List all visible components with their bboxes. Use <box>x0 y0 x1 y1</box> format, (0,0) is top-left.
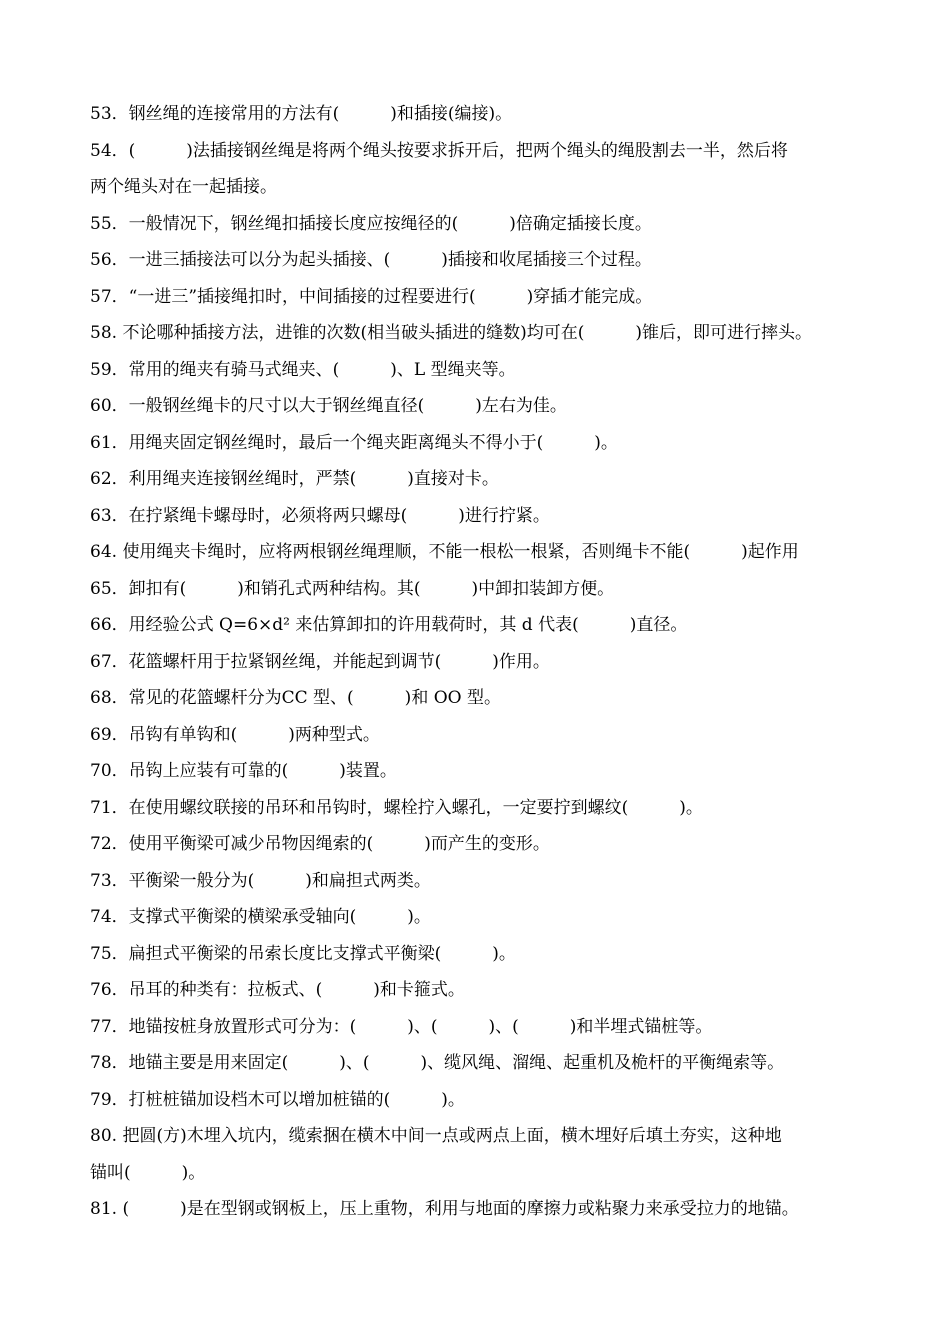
question-62: 62．利用绳夹连接钢丝绳时，严禁( )直接对卡。 <box>90 469 499 489</box>
question-73: 73．平衡梁一般分为( )和扁担式两类。 <box>90 870 431 891</box>
question-74: 74．支撑式平衡梁的横梁承受轴向( )。 <box>90 907 431 927</box>
question-67: 67．花篮螺杆用于拉紧钢丝绳，并能起到调节( )作用。 <box>90 651 550 672</box>
question-72: 72．使用平衡梁可减少吊物因绳索的( )而产生的变形。 <box>90 834 550 854</box>
question-59: 59．常用的绳夹有骑马式绳夹、( )、L 型绳夹等。 <box>90 359 516 380</box>
question-77: 77．地锚按桩身放置形式可分为：( )、( )、( )和半埋式锚桩等。 <box>90 1016 713 1037</box>
question-81: 81. ( )是在型钢或钢板上，压上重物，利用与地面的摩擦力或粘聚力来承受拉力的地锚。 <box>90 1199 799 1219</box>
question-66: 66．用经验公式 Q=6×d² 来估算卸扣的许用载荷时，其 d 代表( )直径。 <box>90 615 688 635</box>
question-54-continued: 两个绳头对在一起插接。 <box>90 177 277 197</box>
question-53: 53．钢丝绳的连接常用的方法有( )和插接(编接)。 <box>90 104 513 124</box>
question-78: 78．地锚主要是用来固定( )、( )、缆风绳、溜绳、起重机及桅杆的平衡绳索等。 <box>90 1053 785 1073</box>
document-body <box>90 96 880 1228</box>
question-55: 55．一般情况下，钢丝绳扣插接长度应按绳径的( )倍确定插接长度。 <box>90 213 652 234</box>
question-61: 61．用绳夹固定钢丝绳时，最后一个绳夹距离绳头不得小于( )。 <box>90 432 618 453</box>
question-80: 80. 把圆(方)木埋入坑内，缆索捆在横木中间一点或两点上面，横木埋好后填土夯实，这种地 <box>90 1126 782 1146</box>
question-54: 54．( )法插接钢丝绳是将两个绳头按要求拆开后，把两个绳头的绳股割去一半，然后将 <box>90 140 788 161</box>
question-58: 58. 不论哪种插接方法，进锥的次数(相当破头插进的缝数)均可在( )锥后，即可进行摔头。 <box>90 323 812 343</box>
question-65: 65．卸扣有( )和销孔式两种结构。其( )中卸扣装卸方便。 <box>90 578 615 599</box>
question-76: 76．吊耳的种类有：拉板式、( )和卡箍式。 <box>90 980 465 1000</box>
question-64: 64. 使用绳夹卡绳时，应将两根钢丝绳理顺，不能一根松一根紧，否则绳卡不能( )起作用 <box>90 542 799 562</box>
question-63: 63．在拧紧绳卡螺母时，必须将两只螺母( )进行拧紧。 <box>90 505 550 526</box>
question-60: 60．一般钢丝绳卡的尺寸以大于钢丝绳直径( )左右为佳。 <box>90 396 567 416</box>
question-56: 56．一进三插接法可以分为起头插接、( )插接和收尾插接三个过程。 <box>90 250 652 270</box>
question-57: 57．“一进三”插接绳扣时，中间插接的过程要进行( )穿插才能完成。 <box>90 286 653 307</box>
question-69: 69．吊钩有单钩和( )两种型式。 <box>90 724 380 745</box>
question-68: 68．常见的花篮螺杆分为CC 型、( )和 OO 型。 <box>90 688 501 708</box>
question-71: 71．在使用螺纹联接的吊环和吊钩时，螺栓拧入螺孔，一定要拧到螺纹( )。 <box>90 797 703 818</box>
question-75: 75．扁担式平衡梁的吊索长度比支撑式平衡梁( )。 <box>90 943 516 964</box>
question-70: 70．吊钩上应装有可靠的( )装置。 <box>90 761 397 781</box>
question-79: 79．打桩桩锚加设档木可以增加桩锚的( )。 <box>90 1089 465 1110</box>
question-80-continued: 锚叫( )。 <box>90 1162 206 1183</box>
